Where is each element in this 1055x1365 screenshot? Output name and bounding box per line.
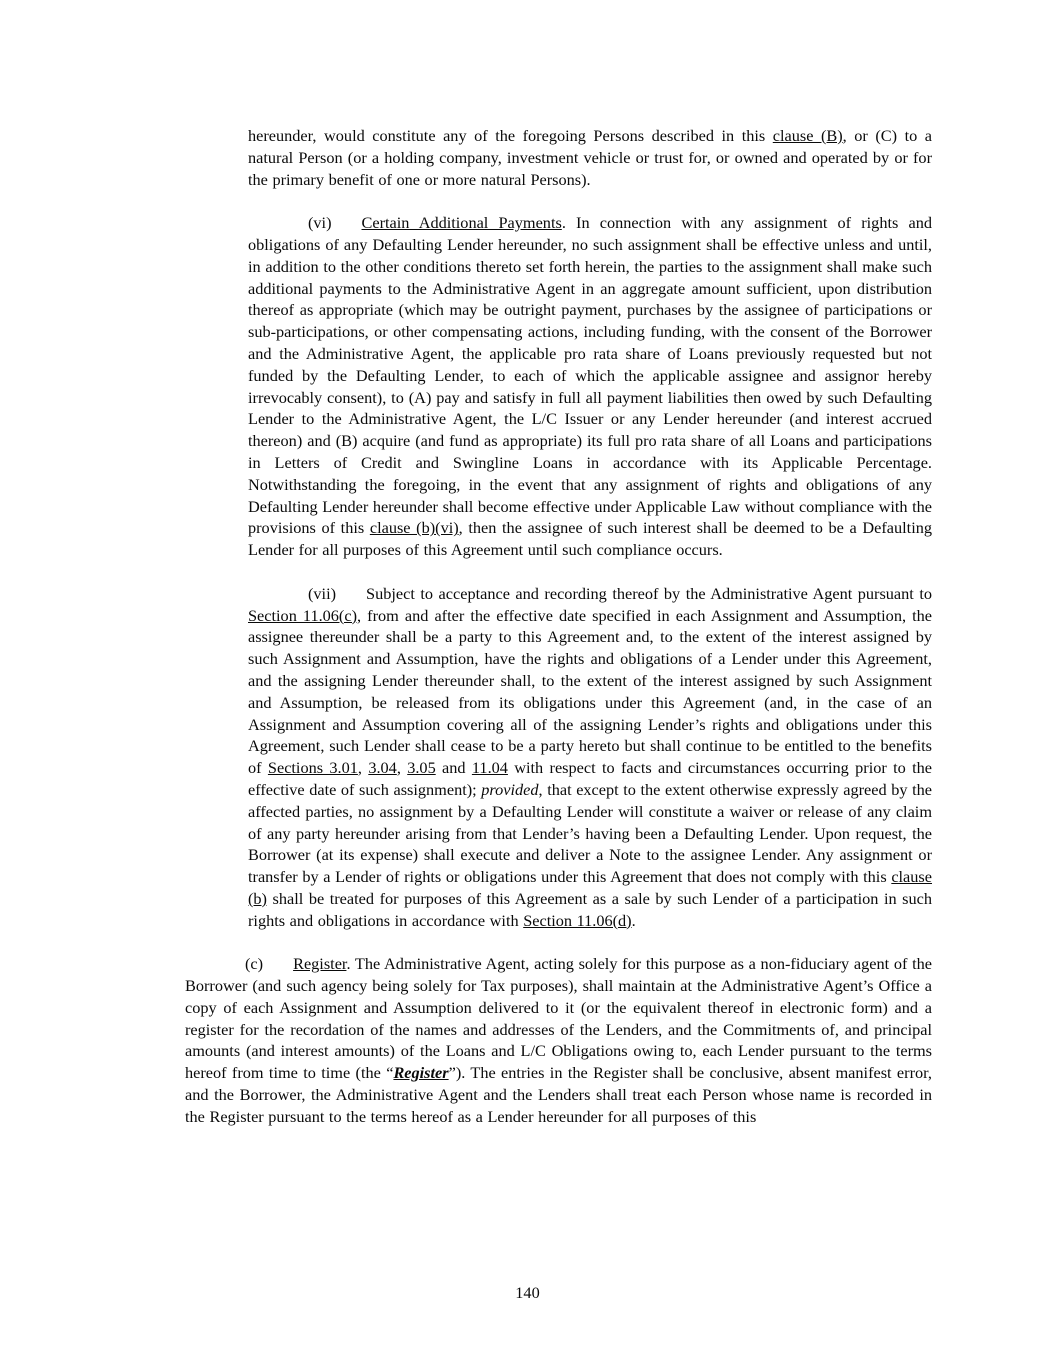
text-segment: hereunder, would constitute any of the foregoing Persons described in this [248,126,773,145]
text-segment: , [396,758,408,778]
text-segment: . In connection with any assignment of rights and obligations of any Defaulting Lender hereunder, no such assignment shall be effective unless and until, in addition to the other conditions thereto set forth herein, the parties to the assignment shall make such additional payments to the Administrative Agent in an aggregate amount sufficient, upon distribution thereof as appropriate (which may be outright payment, purchases by the assignee of participations or sub-participations, or other compensating actions, including funding, with the consent of the Borrower and the Administrative Agent, the applicable pro rata share of Loans previously requested but not funded by the Defaulting Lender, to each of which the applicable assignee and assignor hereby irrevocably consent), to (A) pay and satisfy in full all payment liabilities then owed by such Defaulting Lender to the Administrative Agent, the L/C Issuer or any Lender hereunder (and interest accrued thereon) and (B) acquire (and fund as appropriate) its full pro rata share of all Loans and participations in Letters of Credit and Swingline Loans in accordance with its Applicable Percentage. Notwithstanding the foregoing, in the event that any assignment of rights and obligations of any Defaulting Lender hereunder shall become effective under Applicable Law without compliance with the provisions of this [248,213,932,538]
text-segment: . The Administrative Agent, acting solely for this purpose as a non-fiduciary agent of the Borrower (and such agency being solely for Tax purposes), shall maintain at the Administrative Agent’s Office a copy of each Assignment and Assumption delivered to it (or the equivalent thereof in electronic form) and a register for the recordation of the names and addresses of the Lenders, and the Commitments of, and principal amounts (and interest amounts) of the Loans and L/C Obligations owing to, each Lender pursuant to the terms hereof from time to time (the “ [185,954,932,1083]
paragraph-clause-c-register [185,953,932,1127]
text-segment: Sections 3.01 [267,758,358,778]
paragraph-clause-vi-certain-additional-payments [248,212,932,561]
text-segment: ”). The entries in the Register shall be conclusive, absent manifest error, and the Borrower, the Administrative Agent and the Lenders shall treat each Person whose name is recorded in the Register pursuant to the terms hereof as a Lender hereunder for all purposes of this [185,1063,932,1126]
text-segment: clause (b) [248,867,932,908]
text-segment: and [435,758,472,778]
page-number: 140 [515,1283,540,1302]
text-segment: Subject to acceptance and recording thereof by the Administrative Agent pursuant to [366,583,932,603]
text-segment: (vi) [308,213,332,233]
paragraph-clause-b-continuation [248,125,932,190]
document-body [185,125,932,1149]
text-segment: (vii) [308,583,337,603]
text-segment: 3.04 [368,758,397,778]
text-segment: , then the assignee of such interest shall be deemed to be a Defaulting Lender for all purposes of this Agreement until such compliance occurs. [248,518,932,560]
text-segment: clause (b)(vi) [369,518,459,538]
text-segment: Certain Additional Payments [361,213,562,233]
text-segment: Section 11.06(c) [248,605,358,625]
paragraph-clause-vii-assignment-effectiveness [248,583,932,932]
text-segment: shall be treated for purposes of this Agreement as a sale by such Lender of a participation in such rights and obligations in accordance with [248,888,932,930]
text-segment: 11.04 [471,758,508,778]
text-segment: , that except to the extent otherwise expressly agreed by the affected parties, no assignment by a Defaulting Lender will constitute a waiver or release of any claim of any party hereunder arising from that Lender’s having been a Defaulting Lender. Upon request, the Borrower (at its expense) shall execute and deliver a Note to the assignee Lender. Any assignment or transfer by a Lender of rights or obligations under this Agreement that does not comply with this [248,779,932,887]
text-segment: Register [393,1063,449,1083]
text-segment: Section 11.06(d) [523,910,632,930]
text-segment: clause (B) [772,126,843,145]
text-segment: (c) [245,954,264,974]
text-segment: , from and after the effective date specified in each Assignment and Assumption, the assignee thereunder shall be a party to this Agreement and, to the extent of the interest assigned by such Assignment and Assumption, have the rights and obligations of a Lender under this Agreement, and the assigning Lender thereunder shall, to the extent of the interest assigned by such Assignment and Assumption, be released from its obligations under this Agreement (and, in the case of an Assignment and Assumption covering all of the assigning Lender’s rights and obligations under this Agreement, such Lender shall cease to be a party hereto but shall continue to be entitled to the benefits of [248,605,932,778]
text-segment: , or (C) to a natural Person (or a holding company, investment vehicle or trust for, or owned and operated by or for the primary benefit of one or more natural Persons). [248,126,932,189]
text-segment: provided [481,779,539,799]
text-segment: 3.05 [407,758,436,778]
text-segment: . [631,910,636,930]
text-segment: , [357,758,369,778]
text-segment: with respect to facts and circumstances occurring prior to the effective date of such assignment); [248,758,932,799]
text-segment: Register [293,954,347,974]
